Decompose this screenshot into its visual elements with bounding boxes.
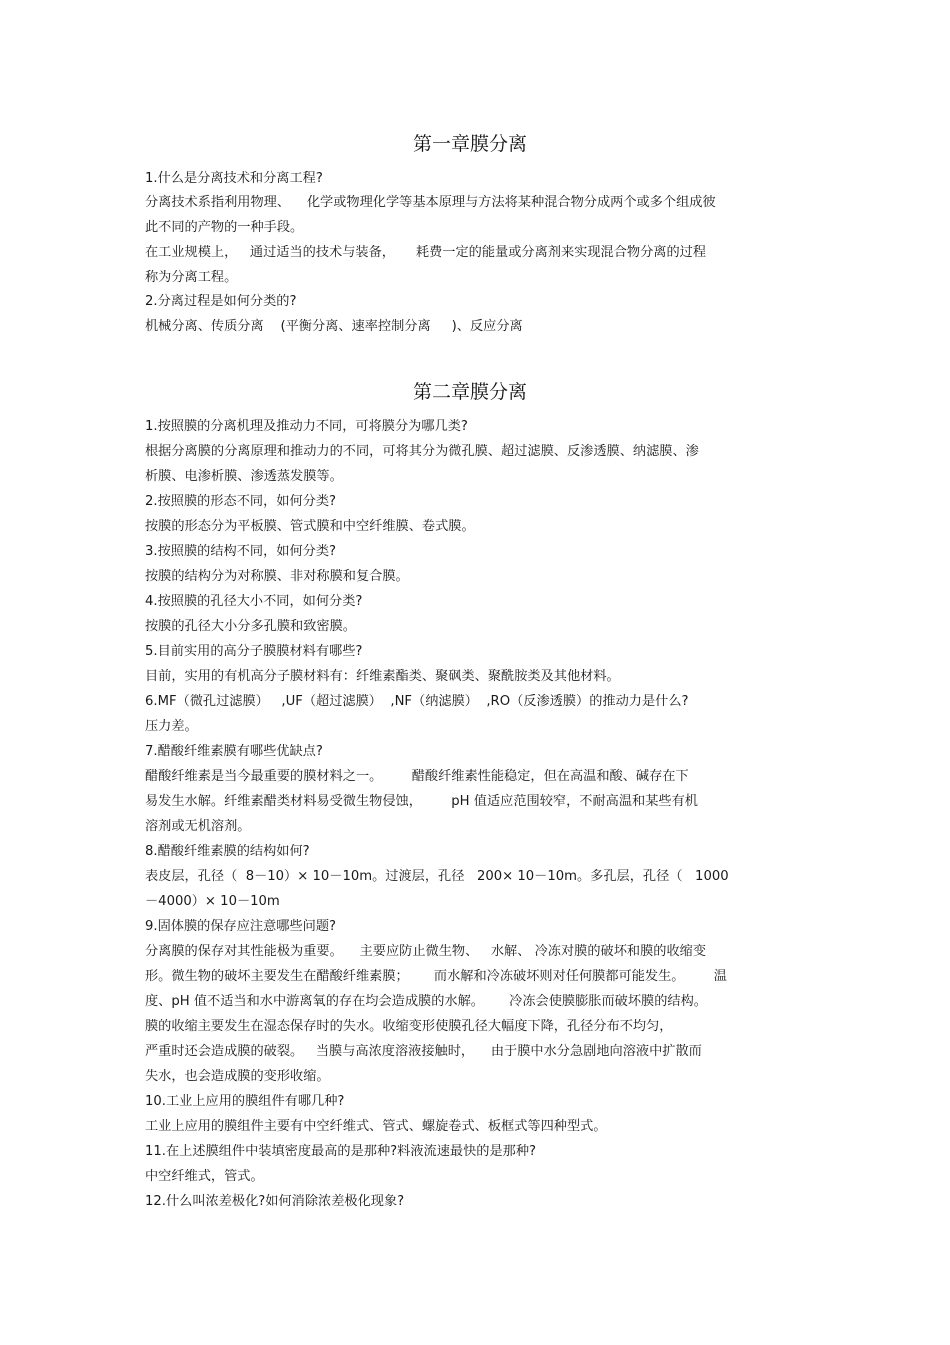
ch2-line: 失水，也会造成膜的变形收缩。 <box>145 1069 330 1084</box>
ch2-line: 5.目前实用的高分子膜膜材料有哪些? <box>145 644 363 659</box>
ch2-line: 7.醋酸纤维素膜有哪些优缺点? <box>145 744 323 759</box>
ch2-line: 按膜的形态分为平板膜、管式膜和中空纤维膜、卷式膜。 <box>145 519 475 534</box>
ch1-line: 1.什么是分离技术和分离工程? <box>145 171 323 186</box>
ch2-line: 10.工业上应用的膜组件有哪几种? <box>145 1094 345 1109</box>
ch2-line: 根据分离膜的分离原理和推动力的不同，可将其分为微孔膜、超过滤膜、反渗透膜、纳滤膜、渗 <box>145 444 699 459</box>
ch2-line: 3.按照膜的结构不同，如何分类? <box>145 544 337 559</box>
ch2-line: 形。微生物的破坏主要发生在醋酸纤维素膜； 而水解和冷冻破坏则对任何膜都可能发生。 温 <box>145 969 727 984</box>
ch1-line: 此不同的产物的一种手段。 <box>145 220 304 235</box>
ch1-line: 称为分离工程。 <box>145 270 238 285</box>
ch2-line: 12.什么叫浓差极化?如何消除浓差极化现象? <box>145 1194 405 1209</box>
chapter-2-title: 第二章膜分离 <box>412 381 527 403</box>
ch2-line: 按膜的孔径大小分多孔膜和致密膜。 <box>145 619 356 634</box>
ch2-line: 目前，实用的有机高分子膜材料有：纤维素酯类、聚砜类、聚酰胺类及其他材料。 <box>145 669 620 684</box>
ch2-line: 1.按照膜的分离机理及推动力不同，可将膜分为哪几类? <box>145 419 468 434</box>
ch2-line: 8.醋酸纤维素膜的结构如何? <box>145 844 310 859</box>
ch2-line: 9.固体膜的保存应注意哪些问题? <box>145 919 337 934</box>
ch2-line: 4.按照膜的孔径大小不同，如何分类? <box>145 594 363 609</box>
ch2-line: 严重时还会造成膜的破裂。 当膜与高浓度溶液接触时， 由于膜中水分急剧地向溶液中扩散而 <box>145 1044 702 1059</box>
ch2-line: 11.在上述膜组件中装填密度最高的是那种?料液流速最快的是那种? <box>145 1144 537 1159</box>
ch1-line: 机械分离、传质分离 (平衡分离、速率控制分离 )、反应分离 <box>145 319 523 334</box>
ch2-line: 易发生水解。纤维素醋类材料易受微生物侵蚀， pH 值适应范围较窄，不耐高温和某些有机 <box>145 794 698 809</box>
ch1-line: 分离技术系指利用物理、 化学或物理化学等基本原理与方法将某种混合物分成两个或多个组成彼 <box>145 195 716 210</box>
ch1-line: 在工业规模上， 通过适当的技术与装备， 耗费一定的能量或分离剂来实现混合物分离的过程 <box>145 245 707 260</box>
ch2-line: 6.MF（微孔过滤膜） ,UF（超过滤膜） ,NF（纳滤膜） ,RO（反渗透膜）的推动力是什么? <box>145 694 689 709</box>
ch2-line: 压力差。 <box>145 719 198 734</box>
ch2-line: 分离膜的保存对其性能极为重要。 主要应防止微生物、 水解、 冷冻对膜的破坏和膜的收缩变 <box>145 944 707 959</box>
ch1-line: 2.分离过程是如何分类的? <box>145 294 297 309</box>
ch2-line: 工业上应用的膜组件主要有中空纤维式、管式、螺旋卷式、板框式等四种型式。 <box>145 1119 607 1134</box>
ch2-line: 醋酸纤维素是当今最重要的膜材料之一。 醋酸纤维素性能稳定，但在高温和酸、碱存在下 <box>145 769 689 784</box>
ch2-line: 析膜、电渗析膜、渗透蒸发膜等。 <box>145 469 343 484</box>
ch2-line: －4000）× 10－10m <box>145 894 280 909</box>
ch2-line: 2.按照膜的形态不同，如何分类? <box>145 494 337 509</box>
ch2-line: 溶剂或无机溶剂。 <box>145 819 251 834</box>
chapter-1-title: 第一章膜分离 <box>412 133 527 155</box>
ch2-line: 表皮层，孔径（ 8－10）× 10－10m。过渡层，孔径 200× 10－10m。多孔层，孔径（ 1000 <box>145 869 729 884</box>
ch2-line: 度、pH 值不适当和水中游离氧的存在均会造成膜的水解。 冷冻会使膜膨胀而破坏膜的结构。 <box>145 994 707 1009</box>
ch2-line: 按膜的结构分为对称膜、非对称膜和复合膜。 <box>145 569 409 584</box>
ch2-line: 中空纤维式，管式。 <box>145 1169 264 1184</box>
ch2-line: 膜的收缩主要发生在湿态保存时的失水。收缩变形使膜孔径大幅度下降，孔径分布不均匀， <box>145 1019 673 1034</box>
